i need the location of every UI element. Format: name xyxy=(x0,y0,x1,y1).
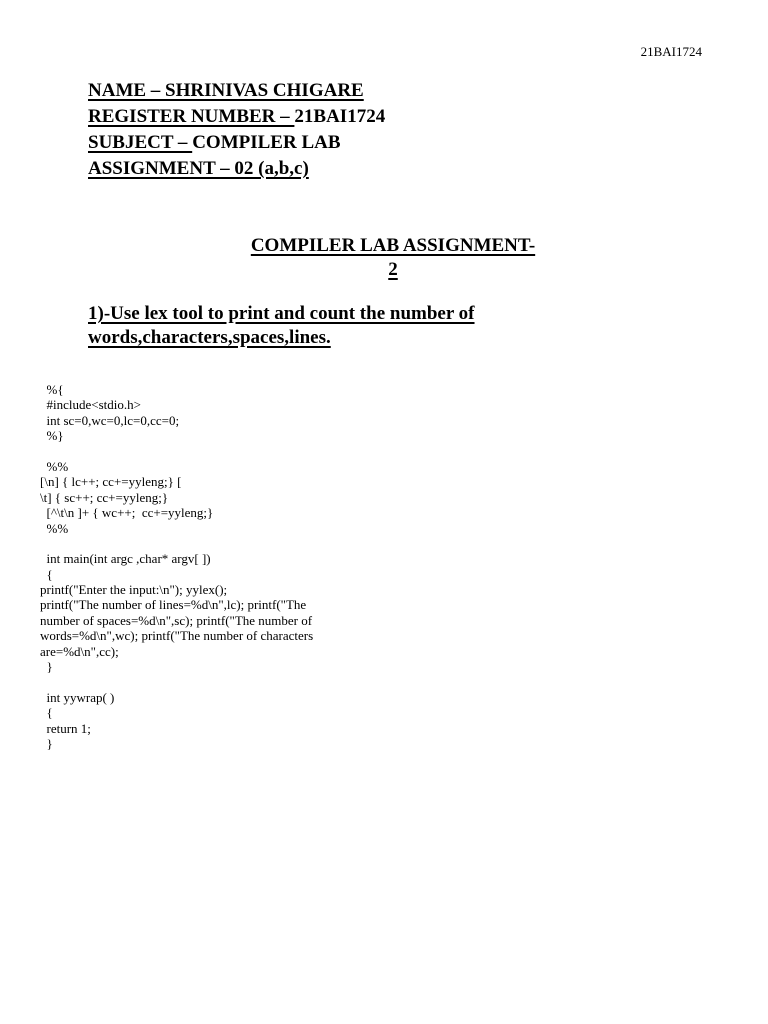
code-line xyxy=(40,536,360,551)
code-line: #include<stdio.h> xyxy=(40,397,141,413)
code-line: return 1; xyxy=(40,720,91,736)
assignment-label: ASSIGNMENT – 02 (a,b,c) xyxy=(88,158,309,179)
register-number-line xyxy=(88,104,688,130)
code-line: int yywrap( ) xyxy=(40,689,115,705)
code-line xyxy=(40,444,360,459)
code-line: printf("The number of lines=%d\n",lc); printf("The xyxy=(40,597,307,613)
name-line xyxy=(88,78,688,104)
code-line: %} xyxy=(40,428,64,444)
code-line: int sc=0,wc=0,lc=0,cc=0; xyxy=(40,412,180,428)
code-line: } xyxy=(40,735,53,751)
question-heading xyxy=(88,302,528,350)
code-line: %% xyxy=(40,458,69,474)
subject-value: COMPILER LAB xyxy=(192,132,341,153)
code-line: [^\t\n ]+ { wc++; cc+=yyleng;} xyxy=(40,505,214,521)
code-line: words=%d\n",wc); printf("The number of characters xyxy=(40,628,314,644)
document-title-line-1: COMPILER LAB ASSIGNMENT- xyxy=(250,235,536,256)
register-number-value: 21BAI1724 xyxy=(294,106,386,127)
student-info-block xyxy=(88,78,688,182)
subject-line xyxy=(88,130,688,156)
lex-code-block xyxy=(40,382,360,751)
code-line: printf("Enter the input:\n"); yylex(); xyxy=(40,582,228,598)
code-line: are=%d\n",cc); xyxy=(40,643,119,659)
code-line: %{ xyxy=(40,382,64,397)
document-title xyxy=(200,234,586,282)
subject-label: SUBJECT – xyxy=(88,132,193,153)
document-title-line-2: 2 xyxy=(388,259,398,280)
question-line-1: 1)-Use lex tool to print and count the number of xyxy=(88,303,475,324)
code-line: int main(int argc ,char* argv[ ]) xyxy=(40,551,211,567)
code-line: number of spaces=%d\n",sc); printf("The number of xyxy=(40,612,313,628)
code-line: } xyxy=(40,659,53,675)
code-line: %% xyxy=(40,520,69,536)
register-number-label: REGISTER NUMBER – xyxy=(88,106,295,127)
code-line: { xyxy=(40,705,53,721)
code-line: { xyxy=(40,566,53,582)
code-line: [\n] { lc++; cc+=yyleng;} [ xyxy=(40,474,182,490)
name-label: NAME – SHRINIVAS CHIGARE xyxy=(88,80,364,101)
assignment-line xyxy=(88,156,688,182)
code-line: \t] { sc++; cc+=yyleng;} xyxy=(40,489,169,505)
question-line-2: words,characters,spaces,lines. xyxy=(88,327,331,348)
code-line xyxy=(40,674,360,689)
page-header-reg-id: 21BAI1724 xyxy=(640,44,702,59)
